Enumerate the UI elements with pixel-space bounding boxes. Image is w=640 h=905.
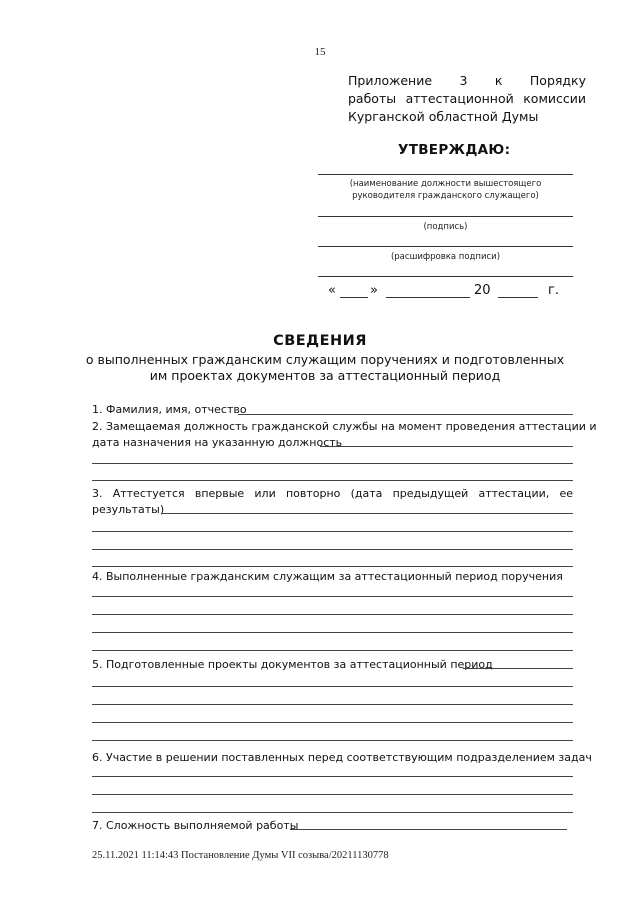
full-name-field[interactable] — [238, 414, 573, 415]
approve-extra-line — [318, 276, 573, 277]
position-and-date-field[interactable] — [320, 446, 573, 447]
field-6-label: 6. Участие в решении поставленных перед соответствующим подразделением задач — [92, 751, 592, 764]
date-year-suffix: г. — [548, 283, 559, 298]
date-open-quote: « — [328, 283, 336, 298]
field-1-label: 1. Фамилия, имя, отчество — [92, 403, 247, 416]
field-6-line-3[interactable] — [92, 812, 573, 813]
previous-attestation-field[interactable] — [162, 513, 573, 514]
field-5-label: 5. Подготовленные проекты документов за аттестационный период — [92, 658, 493, 671]
approve-heading: УТВЕРЖДАЮ: — [398, 142, 511, 158]
date-year-prefix: 20 — [474, 283, 491, 298]
position-line[interactable] — [318, 174, 573, 175]
field-2-line-1[interactable] — [92, 463, 573, 464]
field-3-label-line-2: результаты) — [92, 503, 165, 516]
field-4-line-3[interactable] — [92, 632, 573, 633]
field-5-line-3[interactable] — [92, 722, 573, 723]
field-4-label: 4. Выполненные гражданским служащим за аттестационный период поручения — [92, 570, 563, 583]
field-5-line-4[interactable] — [92, 740, 573, 741]
field-5-line-2[interactable] — [92, 704, 573, 705]
signature-caption: (подпись) — [423, 222, 468, 232]
date-year-field[interactable] — [498, 283, 538, 298]
appendix-line-2: работы аттестационной комиссии — [348, 91, 586, 106]
field-3-line-1[interactable] — [92, 531, 573, 532]
field-3-line-2[interactable] — [92, 549, 573, 550]
field-2-label-line-2: дата назначения на указанную должность — [92, 436, 343, 449]
document-footer: 25.11.2021 11:14:43 Постановление Думы VII созыва/20211130778 — [92, 850, 389, 861]
appendix-note — [348, 72, 586, 126]
field-3-line-3[interactable] — [92, 566, 573, 567]
field-3-label-line-1: 3. Аттестуется впервые или повторно (дата предыдущей аттестации, ее — [92, 487, 573, 500]
signature-line[interactable] — [318, 216, 573, 217]
appendix-line-1: Приложение 3 к Порядку — [348, 73, 586, 88]
position-caption-line-1: (наименование должности вышестоящего — [349, 179, 542, 189]
document-subtitle-line-2: им проектах документов за аттестационный период — [149, 368, 501, 383]
position-caption — [318, 178, 573, 202]
document-subtitle-line-1: о выполненных гражданским служащим поручениях и подготовленных — [85, 352, 565, 367]
field-4-line-2[interactable] — [92, 614, 573, 615]
document-title: СВЕДЕНИЯ — [273, 333, 367, 349]
field-5-line-1[interactable] — [92, 686, 573, 687]
draft-documents-field[interactable] — [463, 668, 573, 669]
field-6-line-1[interactable] — [92, 776, 573, 777]
field-7-label: 7. Сложность выполняемой работы — [92, 819, 299, 832]
field-6-line-2[interactable] — [92, 794, 573, 795]
field-4-line-1[interactable] — [92, 596, 573, 597]
field-4-line-4[interactable] — [92, 650, 573, 651]
position-caption-line-2: руководителя гражданского служащего) — [352, 191, 539, 201]
document-subtitle — [80, 352, 570, 384]
date-month-field[interactable] — [386, 283, 470, 298]
date-day-field[interactable] — [340, 283, 368, 298]
field-2-line-2[interactable] — [92, 480, 573, 481]
approval-date-row — [328, 283, 573, 303]
work-complexity-field[interactable] — [290, 829, 567, 830]
field-2-label-line-1: 2. Замещаемая должность гражданской службы на момент проведения аттестации и — [92, 420, 597, 433]
date-close-quote: » — [370, 283, 378, 298]
signature-decoding-line[interactable] — [318, 246, 573, 247]
page-number: 15 — [314, 46, 326, 58]
signature-decoding-caption: (расшифровка подписи) — [390, 252, 501, 262]
appendix-line-3: Курганской областной Думы — [348, 109, 539, 124]
